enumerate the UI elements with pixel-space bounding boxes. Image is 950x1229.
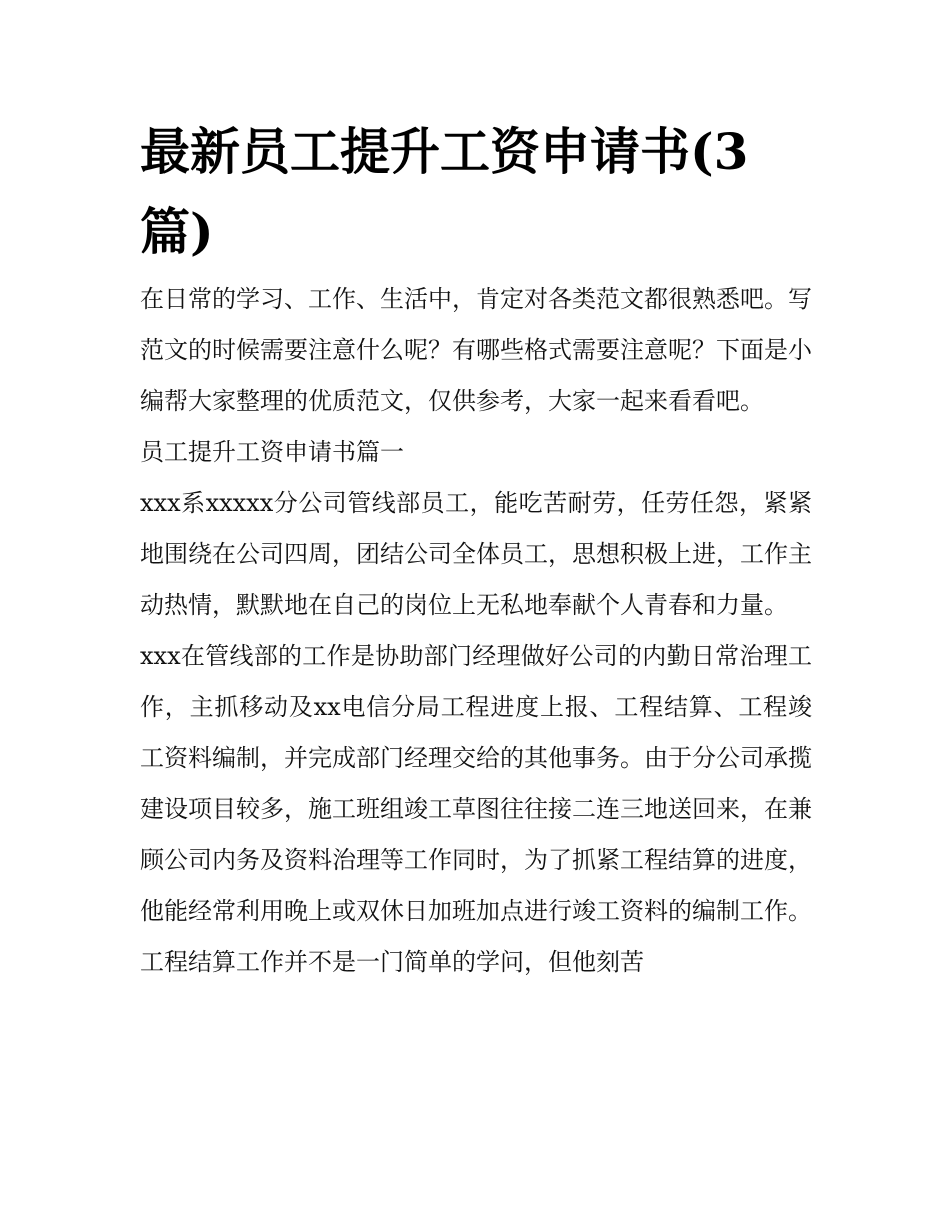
document-body xyxy=(140,274,812,988)
body-paragraph: xxx系xxxxx分公司管线部员工，能吃苦耐劳，任劳任怨，紧紧地围绕在公司四周，团结公司全体员工，思想积极上进，工作主动热情，默默地在自己的岗位上无私地奉献个人青春和力量。 xyxy=(140,489,812,619)
intro-paragraph: 在日常的学习、工作、生活中，肯定对各类范文都很熟悉吧。写范文的时候需要注意什么呢？有哪些格式需要注意呢？下面是小编帮大家整理的优质范文，仅供参考，大家一起来看看吧。 xyxy=(140,285,812,415)
section-heading: 员工提升工资申请书篇一 xyxy=(140,438,404,466)
document-title: 最新员工提升工资申请书(3篇) xyxy=(140,122,749,261)
body-paragraph: xxx在管线部的工作是协助部门经理做好公司的内勤日常治理工作，主抓移动及xx电信分局工程进度上报、工程结算、工程竣工资料编制，并完成部门经理交给的其他事务。由于分公司承揽建设项目较多，施工班组竣工草图往往接二连三地送回来，在兼顾公司内务及资料治理等工作同时，为了抓紧工程结算的进度，他能经常利用晚上或双休日加班加点进行竣工资料的编制工作。工程结算工作并不是一门简单的学问，但他刻苦 xyxy=(140,642,812,976)
